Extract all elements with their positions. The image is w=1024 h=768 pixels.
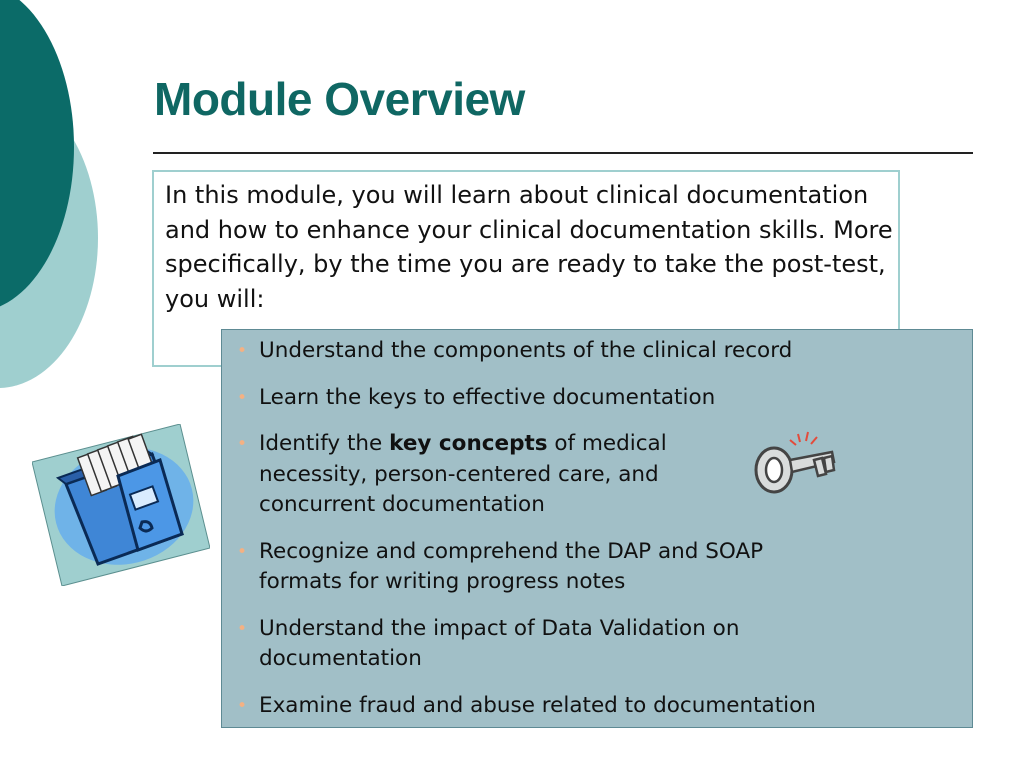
objective-text: Learn the keys to effective documentation (259, 384, 716, 410)
list-item (237, 537, 962, 598)
objective-text: Understand the components of the clinical record (259, 338, 793, 363)
objective-text-rest: of medical (547, 431, 667, 456)
bullet-icon: • (237, 695, 248, 716)
file-cabinet-icon (32, 424, 210, 586)
objective-text: Recognize and comprehend the DAP and SOAP formats for writing progress notes (259, 538, 764, 594)
slide-title: Module Overview (154, 73, 525, 125)
objectives-list (237, 336, 962, 737)
objective-text-prefix: Identify the (259, 431, 390, 456)
key-concepts-emphasis: key concepts (389, 431, 548, 456)
objective-text: Examine fraud and abuse related to documentation (259, 692, 816, 718)
bullet-icon: • (237, 618, 248, 639)
list-item (237, 429, 962, 521)
objective-text-line2: necessity, person-centered care, and (259, 461, 659, 487)
bullet-icon: • (237, 387, 248, 408)
list-item (237, 691, 962, 722)
objective-text: Understand the impact of Data Validation on documentation (259, 615, 740, 671)
list-item (237, 614, 962, 675)
list-item (237, 383, 962, 414)
objective-text-line3: concurrent documentation (259, 492, 545, 517)
bullet-icon: • (237, 341, 248, 361)
list-item (237, 336, 962, 367)
bullet-icon: • (237, 434, 248, 454)
intro-text: In this module, you will learn about clinical documentation and how to enhance your clinical documentation skills. More specifically, by the time you are ready to take the post-test, you will: (165, 181, 893, 313)
key-icon (748, 430, 840, 500)
bullet-icon: • (237, 541, 248, 562)
title-divider (153, 152, 973, 154)
